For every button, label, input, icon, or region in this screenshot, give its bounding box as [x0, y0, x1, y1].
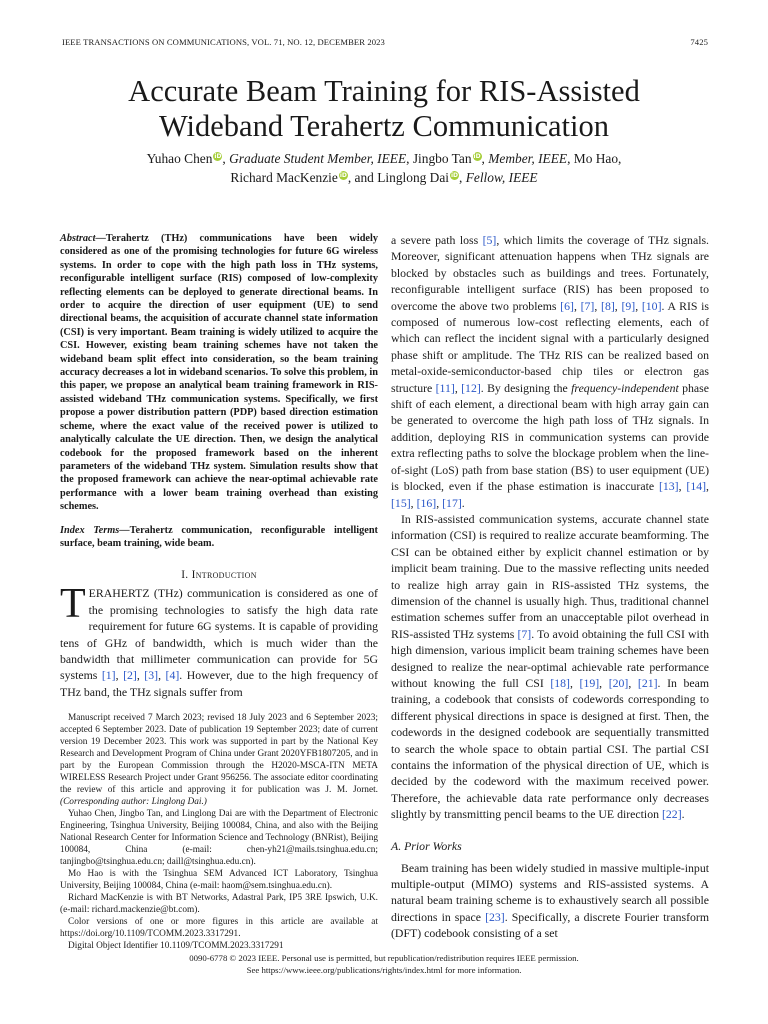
citation-link[interactable]: [8]	[601, 298, 615, 313]
section-title: Introduction	[191, 569, 257, 582]
abstract	[60, 232, 378, 514]
abstract-label: Abstract	[60, 233, 96, 244]
orcid-icon[interactable]: iD	[214, 153, 222, 160]
section-number: I.	[181, 569, 192, 582]
index-terms-dash: —	[119, 524, 130, 536]
citation-link[interactable]: [11]	[435, 380, 455, 395]
citation-link[interactable]: [12]	[461, 380, 481, 395]
footnote: Yuhao Chen, Jingbo Tan, and Linglong Dai are with the Department of Electronic Engineering, Tsinghua University, Beijing 100084, China, and also with the Beijing National Research Center for Information Science and Technology (BNRist), Beijing 100084, China (e-mail: chen-yh21@mails.tsinghua.edu.cn; tanjingbo@tsinghua.edu.cn; daill@tsinghua.edu.cn).	[60, 809, 378, 868]
citation-link[interactable]: [7]	[580, 298, 595, 313]
text-run: In RIS-assisted communication systems, accurate channel state information (CSI) is required to realize accurate beamforming. The CSI can be obtained either by explicit channel estimation or by implicit beam training. Due to the massive reflecting units needed to realize high array gain in RIS-assisted THz systems, the dimension of the channel is usually high. Thus, traditional channel estimation schemes suffer from an unacceptable pilot overhead in RIS-assisted THz systems	[391, 511, 709, 641]
abstract-text: Terahertz (THz) communications have been widely considered as one of the promising technologies for future 6G wireless systems. In order to cope with the high path loss in THz systems, reconfigurable intelligent surface (RIS) composed of low-complexity reflecting elements can be deployed to generate directional beams. In order to acquire the direction of user equipment (UE) to send directional beams, the acquisition of accurate channel state information (CSI) is very important. Beam training is widely utilized to acquire the CSI. However, existing beam training schemes have not taken the wideband beam split effect into consideration, so the beam training accuracy decreases a lot in wideband scenarios. To solve this problem, in this paper, we propose an analytical beam training framework in RIS-assisted wideband THz communication systems. Specifically, we first propose a power distribution pattern (PDP) based direction estimation scheme, where the exact value of the received power is utilized to analytically calculate the UE direction. Then, we design the analytical codebook for the proposed framework based on the inherent parameters of the wideband THz system. Simulation results show that the proposed framework can achieve the near-optimal achievable rate performance with a lower beam training overhead than existing schemes.	[60, 233, 378, 513]
citation-link[interactable]: [15]	[391, 495, 411, 510]
author-name: Jingbo Tan	[412, 151, 472, 166]
text-run: ,	[410, 495, 417, 510]
citation-link[interactable]: [1]	[101, 668, 116, 683]
copyright-line-1: 0090-6778 © 2023 IEEE. Personal use is permitted, but republication/redistribution requires IEEE permission.	[189, 953, 579, 963]
title-line-2: Wideband Terahertz Communication	[158, 109, 610, 143]
citation-link[interactable]: [22]	[661, 807, 682, 822]
author-name: Yuhao Chen	[146, 151, 213, 166]
citation-link[interactable]: [14]	[686, 479, 707, 494]
text-run: ,	[678, 479, 687, 494]
text-run: ,	[635, 298, 642, 313]
abstract-dash: —	[95, 233, 106, 244]
paragraph	[391, 860, 709, 942]
footnote	[60, 712, 378, 808]
left-column	[60, 232, 378, 952]
author-name: Richard MacKenzie	[230, 169, 338, 185]
text-run: ,	[454, 380, 462, 395]
copyright-line-2: See https://www.ieee.org/publications/rights/index.html for more information.	[246, 965, 522, 975]
author-name: Mo Hao,	[573, 151, 622, 166]
text-run: ,	[599, 675, 609, 690]
citation-link[interactable]: [20]	[608, 675, 629, 690]
text-run: Beam training has been widely studied in massive multiple-input multiple-output (MIMO) systems and RIS-assisted systems. A natural beam training scheme is to exhaustively search all possible directions in space	[391, 860, 709, 924]
section-heading-introduction	[60, 569, 378, 581]
footnotes	[60, 712, 378, 952]
text-run: , which limits the coverage of THz signals. Moreover, significant attenuation happens when THz signals are blocked by obstacles such as buildings and trees. Fortunately, reconfigurable intelligent surface (RIS) has been proposed to overcome the above two problems	[391, 233, 710, 313]
author-conjunction: , and	[347, 169, 378, 185]
citation-link[interactable]: [10]	[641, 298, 662, 313]
index-terms-text: Terahertz communication, reconfigurable intelligent surface, beam training, wide beam.	[60, 524, 378, 549]
author-name: Linglong Dai	[377, 169, 450, 185]
text-run: ,	[573, 298, 581, 313]
page-number: 7425	[690, 37, 708, 47]
text-run: .	[681, 807, 685, 822]
text-run: .	[461, 495, 465, 510]
citation-link[interactable]: [6]	[560, 298, 574, 313]
prior-works-text	[391, 860, 709, 942]
text-run: ,	[436, 495, 443, 510]
paragraph	[60, 581, 378, 700]
orcid-icon[interactable]: iD	[339, 171, 347, 179]
text-run: . A RIS is composed of numerous low-cost reflecting elements, each of which can reflect the incident signal with a particularly designed phase shift or amplitude. The THz RIS can be realized based on metal-oxide-semiconductor-based chip tiles or electron gas structure	[391, 298, 709, 395]
author-list: Yuhao Chen iD, Graduate Student Member, IEEE, Jingbo Tan iD, Member, IEEE, Mo Hao, Richard MacKenzie iD, and Linglong Dai iD, Fellow, IEEE	[146, 151, 622, 185]
text-run: ERAHERTZ (THz) communication is considered as one of the promising technologies to satisfy the high data rate requirement for future 6G systems. It is capable of providing tens of GHz of bandwidth, which is much wider than the bandwidth that millimeter communication can provide for 5G systems	[60, 586, 378, 683]
paragraph	[391, 232, 709, 511]
citation-link[interactable]: [17]	[442, 495, 462, 510]
index-terms	[60, 524, 378, 551]
index-terms-label: Index Terms	[60, 524, 120, 536]
text-run: . By designing the	[480, 380, 572, 395]
text-run: a severe path loss	[391, 233, 483, 247]
footnote: Mo Hao is with the Tsinghua SEM Advanced ICT Laboratory, Tsinghua University, Beijing 100084, China (e-mail: haom@sem.tsinghua.edu.cn).	[60, 869, 378, 892]
text-run: ,	[628, 675, 638, 690]
text-run: ,	[136, 668, 145, 683]
citation-link[interactable]: [3]	[144, 668, 159, 683]
text-run: . However, due to the high frequency of THz band, the THz signals suffer from	[60, 668, 378, 699]
author-role: Fellow, IEEE	[465, 169, 538, 185]
citation-link[interactable]: [21]	[637, 675, 658, 690]
text-run: ,	[569, 675, 580, 690]
text-run: ,	[594, 298, 602, 313]
introduction-text	[60, 581, 378, 700]
emphasis-text: frequency-independent	[571, 380, 679, 395]
text-run: phase shift of each element, a directional beam with high array gain can be generated to overcome the high path loss of THz signals. In addition, deploying RIS in communication systems can provide extra reflecting paths to solve the blockage problem when the line-of-sight (LoS) path from base station (BS) to user equipment (UE) is blocked, even if the phase estimation is inaccurate	[391, 380, 709, 494]
text-run: ,	[115, 668, 124, 683]
citation-link[interactable]: [2]	[123, 668, 137, 683]
paragraph	[391, 511, 709, 823]
right-column	[391, 232, 709, 942]
citation-link[interactable]: [18]	[550, 675, 570, 690]
subsection-heading-prior-works: A. Prior Works	[391, 838, 462, 853]
text-run: . Specifically, a discrete Fourier transform (DFT) codebook consisting of a set	[391, 909, 709, 941]
orcid-icon[interactable]: iD	[473, 153, 481, 160]
footnote-corresponding: (Corresponding author: Linglong Dai.)	[60, 797, 207, 808]
citation-link[interactable]: [5]	[482, 233, 497, 247]
orcid-icon[interactable]: iD	[450, 171, 459, 179]
drop-cap: T	[60, 581, 86, 628]
text-run: . In beam training, a codebook that consists of codewords corresponding to different physical directions in space is designed at first. Then, the codewords in the designed codebook are sequentially transmitted to search the whole space to obtain partial CSI. The partial CSI contains the information of the physical direction of UE, which is decided by the codeword with the maximum received power. Therefore, the achievable data rate performance only decreases slightly by transmitting pencil beams to the UE direction	[391, 675, 710, 822]
footnote: Color versions of one or more figures in this article are available at https://doi.org/10.1109/TCOMM.2023.3317291.	[60, 917, 378, 940]
author-role: Member, IEEE	[488, 151, 568, 166]
running-head	[62, 37, 708, 47]
paper-title	[40, 74, 728, 144]
footnote: Richard MacKenzie is with BT Networks, Adastral Park, IP5 3RE Ipswich, U.K. (e-mail: richard.mackenzie@bt.com).	[60, 893, 378, 916]
citation-link[interactable]: [4]	[165, 668, 180, 683]
citation-link[interactable]: [13]	[658, 479, 679, 494]
text-run: ,	[706, 479, 709, 494]
citation-link[interactable]: [7]	[517, 626, 532, 641]
citation-link[interactable]: [19]	[579, 675, 600, 690]
citation-link[interactable]: [23]	[485, 909, 505, 924]
introduction-text-continued	[391, 232, 709, 823]
citation-link[interactable]: [9]	[621, 298, 636, 313]
journal-name: IEEE TRANSACTIONS ON COMMUNICATIONS, VOL. 71, NO. 12, DECEMBER 2023	[62, 37, 385, 47]
footnote-text: Manuscript received 7 March 2023; revised 18 July 2023 and 6 September 2023; accepted 6 September 2023. Date of publication 19 September 2023; date of current version 19 December 2023. This work was supported in part by the National Key Research and Development Program of China under Grant 2020YFB1807205, and in part by the European Commission through the H2020-MSCA-ITN META WIRELESS Research Project under Grant 956256. The associate editor coordinating the review of this article and approving it for publication was J. M. Jornet.	[60, 713, 378, 796]
author-role: Graduate Student Member, IEEE	[229, 151, 407, 166]
copyright-notice	[60, 952, 708, 976]
footnote: Digital Object Identifier 10.1109/TCOMM.2023.3317291	[68, 941, 284, 952]
title-line-1: Accurate Beam Training for RIS-Assisted	[128, 74, 640, 108]
citation-link[interactable]: [16]	[416, 495, 437, 510]
text-run: ,	[614, 298, 622, 313]
text-run: . To avoid obtaining the full CSI with high dimension, various implicit beam training schemes have been designed to realize the near-optimal achievable rate performance without knowing the full CSI	[391, 626, 709, 690]
text-run: ,	[158, 668, 166, 683]
